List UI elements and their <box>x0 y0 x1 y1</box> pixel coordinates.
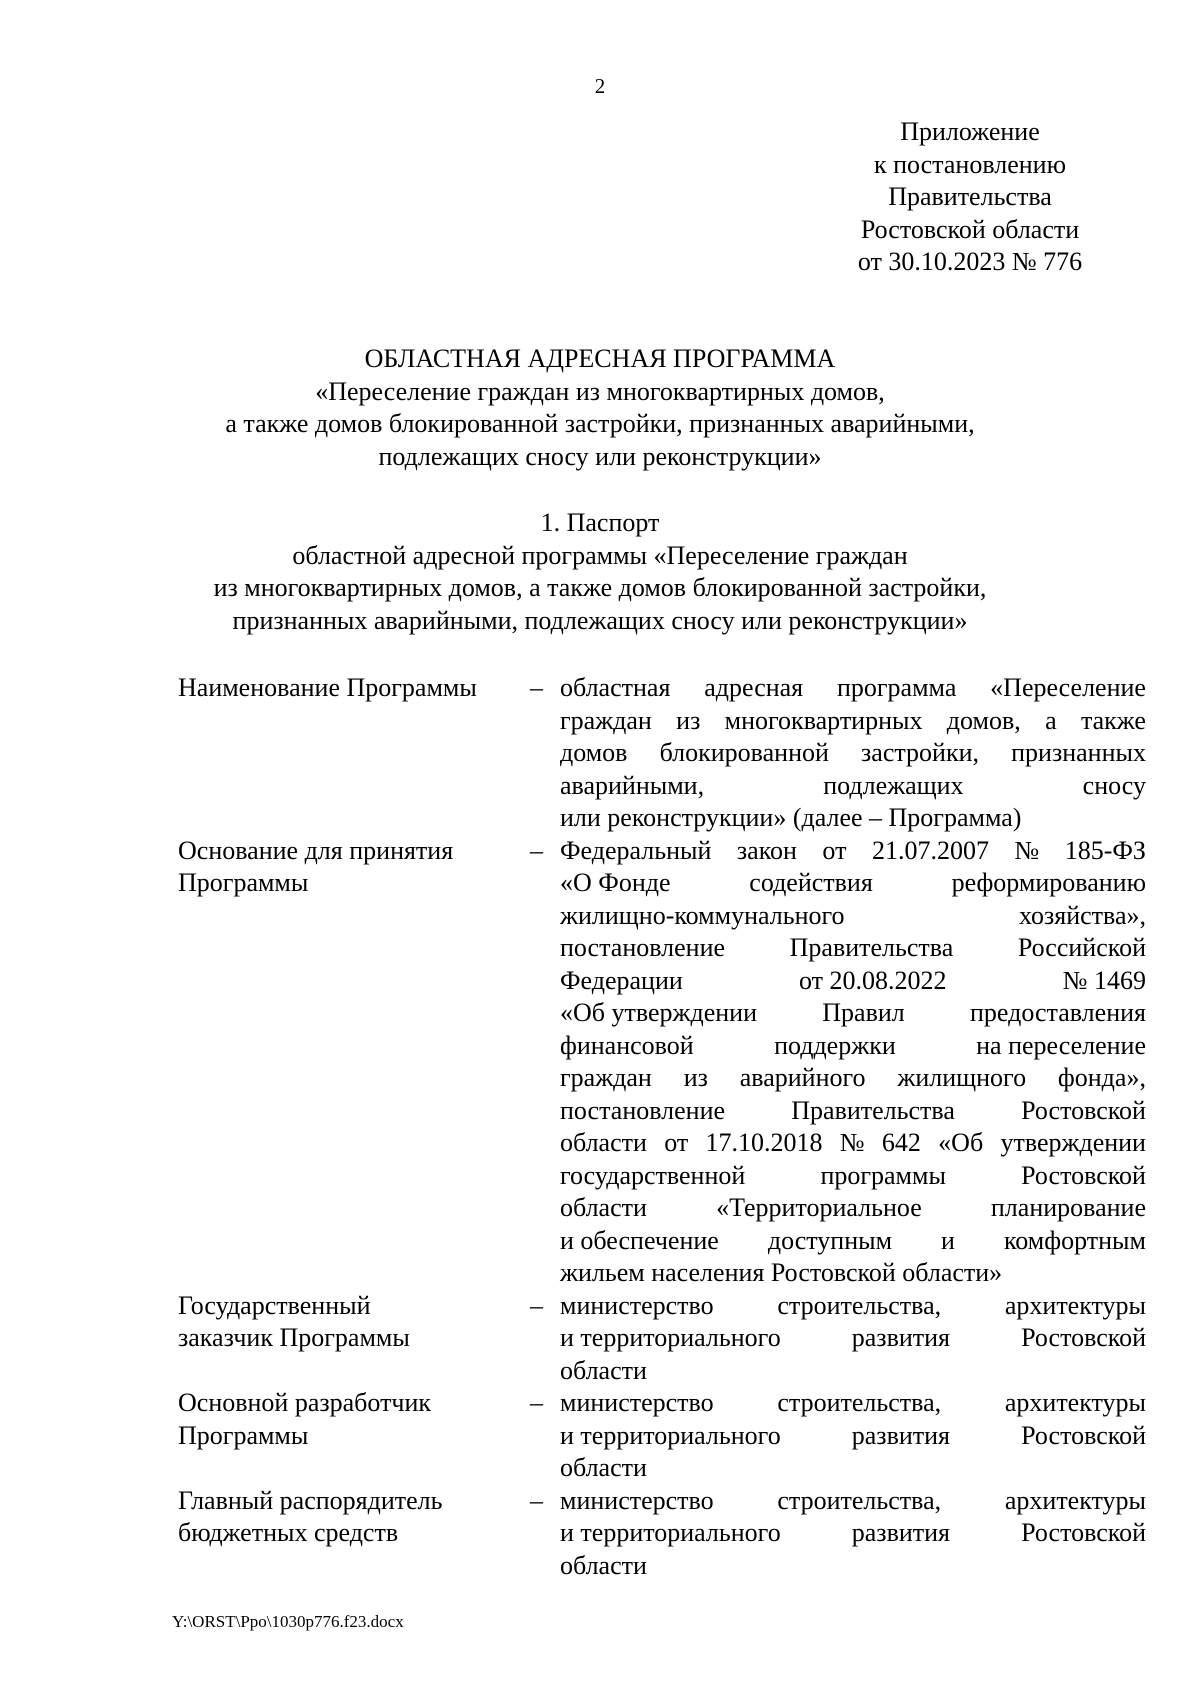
program-title-line: «Переселение граждан из многоквартирных домов, <box>315 376 885 406</box>
program-title <box>0 343 1200 473</box>
passport-value-word: «Территориальное <box>716 1193 922 1222</box>
passport-value-word: программы <box>820 1160 946 1190</box>
appendix-line: к постановлению <box>873 149 1067 179</box>
passport-row <box>178 1290 1146 1388</box>
program-title-line: а также домов блокированной застройки, признанных аварийными, <box>225 409 975 438</box>
passport-value-line <box>560 900 1146 933</box>
passport-value-word: архитектуры <box>1004 1388 1146 1417</box>
passport-value-word: сносу <box>1082 770 1146 800</box>
passport-value-line <box>560 770 1146 803</box>
passport-row-value <box>560 835 1146 1290</box>
passport-value-word: архитектуры <box>1004 1290 1146 1320</box>
passport-value-word: Ростовской <box>1021 1518 1146 1547</box>
passport-title-line: областной адресной программы «Переселение граждан <box>292 540 908 570</box>
passport-row-dash: – <box>530 673 543 702</box>
passport-row-value <box>560 672 1146 835</box>
passport-value-word: застройки, <box>861 738 980 767</box>
passport-value-line <box>560 867 1146 900</box>
passport-value-line <box>560 1160 1146 1193</box>
passport-value-word: жилищного <box>897 1063 1027 1092</box>
passport-value-word: также <box>1080 705 1146 735</box>
passport-value-word: от 20.08.2022 <box>798 965 947 995</box>
passport-value-line <box>560 997 1146 1030</box>
passport-value-word: Ростовской <box>1021 1420 1146 1450</box>
passport-value-line <box>560 965 1146 998</box>
passport-value-word: домов <box>560 738 628 767</box>
passport-value-word: подлежащих <box>823 770 964 800</box>
passport-title-line: 1. Паспорт <box>540 508 660 537</box>
passport-value-line <box>560 1290 1146 1323</box>
passport-value-word: Правил <box>822 998 905 1027</box>
passport-row-label <box>178 1290 530 1355</box>
passport-label-line: Программы <box>178 868 309 897</box>
passport-value-word: № <box>839 1128 865 1157</box>
passport-value-word: поддержки <box>774 1030 896 1060</box>
passport-value-word: блокированной <box>659 738 829 767</box>
passport-row-label <box>178 1387 530 1452</box>
file-path-footer: Y:\ORST\Ppo\1030p776.f23.docx <box>172 1612 404 1631</box>
passport-value-line <box>560 1387 1146 1420</box>
passport-value-word: и обеспечение <box>560 1225 719 1255</box>
passport-row-label <box>178 672 530 705</box>
passport-value-word: строительства, <box>777 1290 942 1320</box>
passport-value-word: аварийного <box>739 1063 866 1092</box>
passport-value-word: реформированию <box>951 868 1146 897</box>
passport-value-word: признанных <box>1011 738 1146 767</box>
passport-value-line <box>560 802 1146 835</box>
passport-value-word: а <box>1045 705 1057 735</box>
passport-value-text: области <box>560 1453 647 1482</box>
passport-label-line: заказчик Программы <box>178 1323 410 1352</box>
passport-value-line <box>560 835 1146 868</box>
passport-value-word: строительства, <box>777 1485 942 1515</box>
appendix-line: Правительства <box>888 182 1052 211</box>
passport-value-line <box>560 1225 1146 1258</box>
passport-value-word: строительства, <box>777 1388 942 1417</box>
passport-value-word: Российской <box>1017 933 1146 962</box>
passport-value-line <box>560 672 1146 705</box>
passport-value-word: и территориального <box>560 1323 781 1352</box>
passport-value-word: области <box>560 1193 647 1222</box>
passport-value-line <box>560 1257 1146 1290</box>
passport-value-word: 17.10.2018 <box>705 1128 823 1157</box>
passport-value-line <box>560 1420 1146 1453</box>
passport-value-word: постановление <box>560 933 726 962</box>
passport-row-label <box>178 835 530 900</box>
passport-value-word: жилищно-коммунального <box>560 900 845 930</box>
passport-label-line: Наименование Программы <box>178 673 477 702</box>
passport-value-word: Ростовской <box>1021 1160 1146 1190</box>
passport-value-word: государственной <box>560 1160 746 1190</box>
passport-title-line: из многоквартирных домов, а также домов блокированной застройки, <box>213 573 987 602</box>
passport-table <box>178 672 1146 1582</box>
passport-value-line <box>560 1030 1146 1063</box>
passport-value-word: комфортным <box>1003 1225 1146 1255</box>
passport-value-text: области <box>560 1355 647 1385</box>
passport-value-word: хозяйства», <box>1018 900 1146 930</box>
passport-value-line <box>560 1062 1146 1095</box>
passport-value-word: адресная <box>704 673 804 702</box>
passport-value-word: утверждении <box>1000 1128 1146 1157</box>
passport-label-line: Главный распорядитель <box>178 1485 443 1515</box>
passport-value-word: развития <box>851 1323 951 1352</box>
appendix-line: Приложение <box>900 117 1040 146</box>
passport-row <box>178 1387 1146 1485</box>
passport-row-value <box>560 1290 1146 1388</box>
passport-value-line <box>560 1355 1146 1388</box>
passport-value-word: аварийными, <box>560 770 705 800</box>
passport-title-line: признанных аварийными, подлежащих сносу или реконструкции» <box>232 605 968 635</box>
passport-value-word: программа <box>836 673 957 702</box>
passport-value-word: 21.07.2007 <box>871 835 989 865</box>
passport-value-word: граждан <box>560 1063 652 1092</box>
passport-value-line <box>560 1485 1146 1518</box>
passport-row-dash: – <box>530 1485 543 1515</box>
passport-value-word: и территориального <box>560 1518 781 1547</box>
passport-value-word: развития <box>851 1518 951 1547</box>
passport-value-word: домов, <box>946 705 1021 735</box>
passport-label-line: бюджетных средств <box>178 1518 399 1547</box>
passport-value-word: многоквартирных <box>724 705 923 735</box>
passport-label-line: Основной разработчик <box>178 1388 432 1417</box>
passport-value-word: Федерации <box>560 965 683 995</box>
passport-label-line: Программы <box>178 1420 309 1450</box>
program-title-line: ОБЛАСТНАЯ АДРЕСНАЯ ПРОГРАММА <box>364 344 836 373</box>
appendix-line: от 30.10.2023 № 776 <box>857 247 1083 276</box>
passport-row <box>178 672 1146 835</box>
passport-value-word: от <box>822 835 847 865</box>
passport-row <box>178 1485 1146 1583</box>
passport-value-word: развития <box>851 1420 951 1450</box>
passport-value-line <box>560 1095 1146 1128</box>
passport-value-line <box>560 1550 1146 1583</box>
passport-value-word: и <box>941 1225 955 1255</box>
appendix-block <box>820 116 1120 279</box>
passport-label-line: Государственный <box>178 1290 371 1320</box>
passport-value-word: из <box>683 1063 708 1092</box>
passport-value-word: на переселение <box>976 1030 1146 1060</box>
passport-value-line <box>560 1127 1146 1160</box>
passport-value-word: области <box>560 1128 647 1157</box>
passport-value-line <box>560 932 1146 965</box>
passport-value-line <box>560 1322 1146 1355</box>
passport-title <box>0 507 1200 637</box>
passport-value-line <box>560 1452 1146 1485</box>
passport-value-word: закон <box>736 835 797 865</box>
passport-value-word: министерство <box>560 1388 714 1417</box>
passport-value-word: планирование <box>990 1193 1146 1222</box>
passport-value-line <box>560 737 1146 770</box>
passport-value-word: Правительства <box>791 1095 955 1125</box>
page-number: 2 <box>594 74 606 98</box>
passport-value-word: архитектуры <box>1004 1485 1146 1515</box>
passport-row <box>178 835 1146 1290</box>
passport-value-line <box>560 705 1146 738</box>
passport-label-line: Основание для принятия <box>178 835 454 865</box>
passport-value-word: Правительства <box>789 933 954 962</box>
passport-value-word: Ростовской <box>1021 1095 1146 1125</box>
passport-value-word: министерство <box>560 1485 714 1515</box>
passport-value-word: от <box>664 1128 689 1157</box>
passport-value-word: из <box>676 705 701 735</box>
program-title-line: подлежащих сносу или реконструкции» <box>378 441 822 471</box>
passport-value-word: предоставления <box>970 998 1146 1027</box>
passport-value-text: или реконструкции» (далее – Программа) <box>560 803 1022 832</box>
passport-row-value <box>560 1387 1146 1485</box>
passport-row-value <box>560 1485 1146 1583</box>
passport-value-line <box>560 1192 1146 1225</box>
passport-value-word: «Об <box>938 1128 984 1157</box>
passport-value-word: № 1469 <box>1062 965 1146 995</box>
passport-value-line <box>560 1517 1146 1550</box>
passport-value-word: № <box>1014 835 1040 865</box>
passport-value-word: «Переселение <box>990 673 1146 702</box>
passport-value-text: жильем населения Ростовской области» <box>560 1258 1003 1287</box>
passport-row-label <box>178 1485 530 1550</box>
passport-row-dash: – <box>530 1388 543 1417</box>
passport-value-word: содействия <box>749 868 873 897</box>
passport-value-text: области <box>560 1550 647 1580</box>
passport-row-dash: – <box>530 1290 543 1320</box>
passport-value-word: граждан <box>560 705 652 735</box>
passport-value-word: «О Фонде <box>560 868 671 897</box>
appendix-line: Ростовской области <box>860 214 1080 244</box>
passport-value-word: финансовой <box>560 1030 694 1060</box>
passport-value-word: министерство <box>560 1290 714 1320</box>
passport-value-word: 185-ФЗ <box>1064 835 1146 865</box>
passport-row-dash: – <box>530 835 543 865</box>
passport-value-word: областная <box>560 673 671 702</box>
passport-value-word: 642 <box>881 1128 921 1157</box>
passport-value-word: доступным <box>767 1225 893 1255</box>
passport-value-word: фонда», <box>1057 1063 1146 1092</box>
passport-value-word: «Об утверждении <box>560 998 758 1027</box>
passport-value-word: и территориального <box>560 1420 781 1450</box>
passport-value-word: Ростовской <box>1021 1323 1146 1352</box>
passport-value-word: постановление <box>560 1095 726 1125</box>
passport-value-word: Федеральный <box>560 835 712 865</box>
